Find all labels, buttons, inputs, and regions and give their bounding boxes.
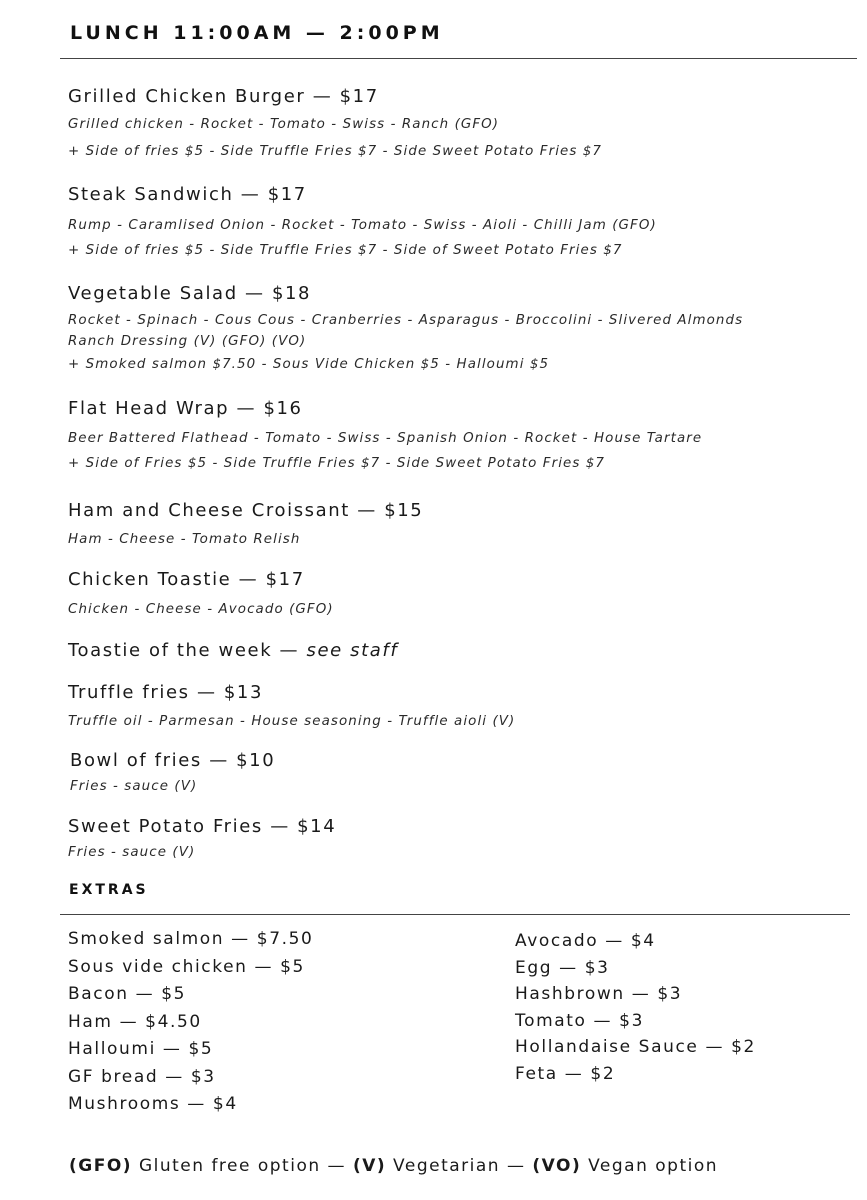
menu-item-title: Vegetable Salad — $18 <box>68 283 312 304</box>
menu-item-title: Flat Head Wrap — $16 <box>68 398 303 419</box>
menu-item-description: Fries - sauce (V) <box>68 845 196 860</box>
extras-heading: EXTRAS <box>69 882 149 898</box>
extras-item: Tomato — $3 <box>515 1010 644 1031</box>
extras-item: GF bread — $3 <box>68 1066 216 1087</box>
legend-vo-text: Vegan option <box>581 1156 719 1176</box>
menu-item-description-line2: Ranch Dressing (V) (GFO) (VO) <box>68 334 307 349</box>
extras-item: Mushrooms — $4 <box>68 1094 238 1114</box>
extras-item: Bacon — $5 <box>68 984 187 1004</box>
menu-item-title: Grilled Chicken Burger — $17 <box>68 86 379 107</box>
extras-left-column <box>68 926 313 1119</box>
extras-item: Feta — $2 <box>515 1063 616 1084</box>
menu-item-title: Steak Sandwich — $17 <box>68 184 307 205</box>
menu-item-chicken-toastie <box>68 569 334 619</box>
menu-item-addons: + Smoked salmon $7.50 - Sous Vide Chicken $5 - Halloumi $5 <box>68 357 550 372</box>
menu-item-description: Ham - Cheese - Tomato Relish <box>68 532 301 547</box>
menu-item-title-note: see staff <box>306 640 399 661</box>
menu-item-vegetable-salad <box>68 283 743 374</box>
extras-item: Avocado — $4 <box>515 931 656 951</box>
menu-item-sweet-potato-fries <box>68 816 336 862</box>
menu-item-title: Bowl of fries — $10 <box>70 750 276 771</box>
menu-item-description: Chicken - Cheese - Avocado (GFO) <box>68 602 334 617</box>
menu-item-truffle-fries <box>68 682 515 731</box>
menu-item-sides: + Side of fries $5 - Side Truffle Fries $7 - Side Sweet Potato Fries $7 <box>68 144 603 159</box>
menu-item-description: Beer Battered Flathead - Tomato - Swiss - Spanish Onion - Rocket - House Tartare <box>68 431 703 446</box>
menu-item-title: Sweet Potato Fries — $14 <box>68 816 337 837</box>
menu-item-title: Chicken Toastie — $17 <box>68 569 305 590</box>
menu-item-description: Rocket - Spinach - Cous Cous - Cranberries - Asparagus - Broccolini - Slivered Almonds <box>68 313 744 328</box>
legend-gfo-text: Gluten free option — <box>132 1156 353 1176</box>
legend-gfo-code: (GFO) <box>69 1156 133 1176</box>
menu-item-description: Grilled chicken - Rocket - Tomato - Swiss - Ranch (GFO) <box>68 117 500 132</box>
menu-item-steak-sandwich <box>68 184 657 260</box>
menu-item-title <box>68 640 398 662</box>
menu-item-ham-cheese-croissant <box>68 500 423 549</box>
extras-item: Hollandaise Sauce — $2 <box>515 1037 756 1057</box>
menu-item-description: Rump - Caramlised Onion - Rocket - Tomato - Swiss - Aioli - Chilli Jam (GFO) <box>68 218 657 233</box>
extras-item: Egg — $3 <box>515 957 610 978</box>
menu-item-grilled-chicken-burger <box>68 86 602 161</box>
dietary-legend <box>69 1156 718 1176</box>
legend-v-code: (V) <box>352 1156 387 1176</box>
extras-item: Ham — $4.50 <box>68 1011 202 1032</box>
header-divider <box>60 58 857 59</box>
legend-vo-code: (VO) <box>532 1156 582 1176</box>
extras-divider <box>60 914 850 915</box>
menu-item-description: Fries - sauce (V) <box>70 779 198 794</box>
menu-item-bowl-of-fries <box>70 750 275 796</box>
menu-item-description: Truffle oil - Parmesan - House seasoning - Truffle aioli (V) <box>68 714 516 729</box>
legend-v-text: Vegetarian — <box>386 1156 533 1176</box>
menu-item-title-text: Toastie of the week — <box>68 640 307 661</box>
extras-item: Smoked salmon — $7.50 <box>68 929 314 949</box>
extras-item: Sous vide chicken — $5 <box>68 956 305 977</box>
menu-item-flat-head-wrap <box>68 398 702 473</box>
menu-item-sides: + Side of fries $5 - Side Truffle Fries $7 - Side of Sweet Potato Fries $7 <box>68 243 623 258</box>
extras-item: Halloumi — $5 <box>68 1039 214 1059</box>
menu-item-title: Truffle fries — $13 <box>68 682 264 703</box>
extras-item: Hashbrown — $3 <box>515 984 683 1004</box>
menu-item-title: Ham and Cheese Croissant — $15 <box>68 500 424 521</box>
menu-item-sides: + Side of Fries $5 - Side Truffle Fries $7 - Side Sweet Potato Fries $7 <box>68 456 606 471</box>
lunch-header: LUNCH 11:00AM — 2:00PM <box>70 22 444 44</box>
extras-right-column <box>515 928 756 1087</box>
menu-item-toastie-of-the-week <box>68 640 398 662</box>
